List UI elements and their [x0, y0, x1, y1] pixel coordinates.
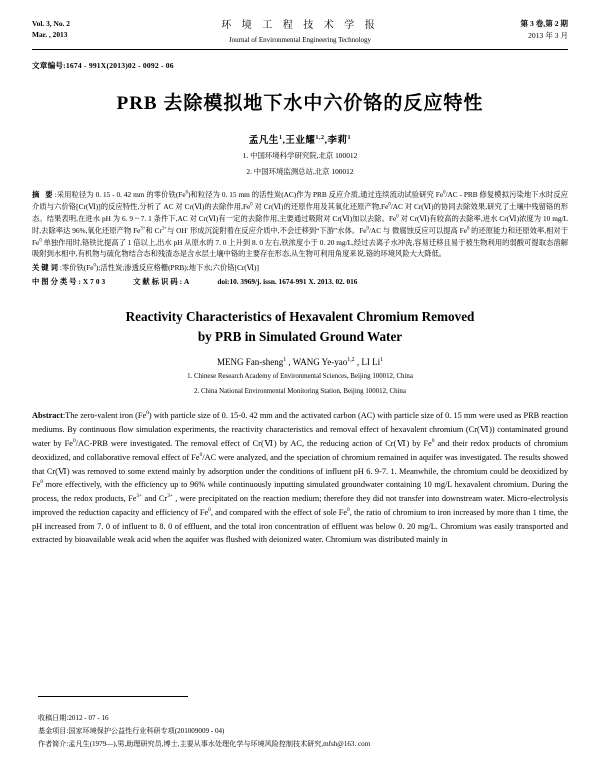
journal-title-cn: 环 境 工 程 技 术 学 报 — [221, 20, 379, 31]
abstract-cn-text: :采用粒径为 0. 15 - 0. 42 mm 的零价铁(Fe$^0$)和粒径为 0. 15 mm 的活性炭(AC)作为 PRB 反应介质,通过连续流动试验研究 Fe$^0$/AC - PRB 修复模拟污染地下水时反应介质与六价铬[Cr(Ⅵ)]的反应特性,分析了 AC 对 Cr(Ⅵ)的去除作用,Fe$^0$ 对 Cr(Ⅵ)的还原作用及其氧化还原产物,Fe$^0$/AC 对 Cr(Ⅵ)的协同去除效果,研究了土壤中残留铬的形态。结果表明,在进水 pH 为 6. 9 ~ 7. 1 条件下,AC 对 Cr(Ⅵ)有一定的去除作用,主要通过吸附对 Cr(Ⅵ)加以去除。Fe$^0$ 对 Cr(Ⅵ)有较高的去除率,进水 Cr(Ⅵ)浓度为 10 mg/L 时,去除率达 96%,氧化还原产物 $Fe^{3+}$和 $Cr^{3+}$与 OH- 形成沉淀附着在反应介质中,不会迁移到“下游”水体。Fe$^0$/AC 与 微腐蚀反应可以提高 Fe$^0$ 的还原能力和还原效率,相对于 Fe$^0$ 单独作用时,铬铁比提高了 1 倍以上,出水 pH 从原水的 7. 0 上升到 8. 0 左右,铁浓度小于 0. 20 mg/L,经过去离子水冲洗,容易迁移且易于被生物利用的弱酸可提取态溶解吸附到水相中,有机物与硫化物结合态和残渣态是含水层土壤中铬的主要存在形态,从生物可利用角度来说,铬的环境风险大大降低。 — [32, 190, 569, 259]
affiliation-cn-1: 1. 中国环境科学研究院,北京 100012 — [242, 151, 358, 161]
journal-title-en: Journal of Environmental Engineering Technology — [228, 35, 372, 44]
page-title-cn: PRB 去除模拟地下水中六价铬的反应特性 — [116, 93, 484, 115]
keywords-cn-label: 关键词 — [32, 263, 60, 273]
abstract-cn — [32, 189, 568, 288]
received-date: 收稿日期:2012 - 07 - 16 — [38, 713, 109, 722]
abstract-en — [32, 409, 568, 547]
page-title-en-line1: Reactivity Characteristics of Hexavalent Chromium Removed — [125, 308, 475, 324]
abstract-en-label: Abstract — [32, 411, 63, 421]
running-head — [32, 18, 568, 45]
publication-date-cn: 2013 年 3 月 — [528, 30, 568, 40]
fund-project: 基金项目:国家环境保护公益性行业科研专项(201009009 - 04) — [38, 726, 225, 735]
page-title-en — [32, 307, 568, 347]
keywords-cn — [32, 262, 568, 274]
running-head-left — [32, 18, 152, 41]
article-number: 文章编号:1674 - 991X(2013)02 - 0092 - 06 — [32, 61, 174, 71]
doi-value: doi:10. 3969/j. issn. 1674-991 X. 2013. 02. 016 — [217, 276, 358, 286]
running-head-right — [448, 18, 568, 42]
abstract-en-text: :The zero-valent iron (Fe$^0$) with particle size of 0. 15-0. 42 mm and the activated carbon (AC) with particle size of 0. 15 mm were used as PRB reaction mediums. By continuous flow simulation experiments, the reactivity characteristics and removal effect of hexavalent chromium (Cr(Ⅵ)) contaminated ground water by Fe$^0$/AC-PRB were investigated. The removal effect of Cr(Ⅵ) by AC, the reducing action of Cr(Ⅵ) by Fe$^0$ and their redox products of chromium deoxidized, and collaborative removal effect of Fe$^0$/AC were analyzed, and the speciation of chromium remained in aquifer was investigated. The results showed that Cr(Ⅵ) was removed to some extend mainly by adsorption under the conditions of influent pH 6. 9-7. 1. Meanwhile, the chromium could be deoxidized by Fe$^0$ more effectively, with the efficiency up to 96% while continuously inputting simulated groundwater containing 10 mg/L hexavalent chromium. During the process, the redox products, $Fe^{3+}$ and $Cr^{3+}$ , were precipitated on the reaction medium; therefore they did not transfer into downstream water. Micro-electrolysis improved the reduction capacity and efficiency of Fe$^0$, and compared with the effect of sole Fe$^0$, the ratio of chromium to iron increased by more than 1 time, the pH increased from 7. 0 of influent to 8. 0 of effluent, and the total iron concentration of effluent was below 0. 20 mg/L. Chromium was easily transported and extracted by bioavailable weak acid when the aquifer was flushed with deionized water. Chromium was distributed mainly in — [32, 410, 569, 545]
author-list-cn: 孟凡生$^1$,王业耀$^{1,2}$,李莉$^1$ — [248, 135, 352, 147]
affiliation-en-2: 2. China National Environmental Monitoring Station, Beijing 100012, China — [194, 388, 406, 396]
affiliation-cn-2: 2. 中国环境监测总站,北京 100012 — [246, 166, 354, 176]
header-divider — [32, 49, 568, 50]
keywords-cn-text: :零价铁(Fe$^0$);活性炭;渗透反应格栅(PRB);地下水;六价铬[Cr(Ⅵ)] — [59, 263, 259, 273]
clc-number: 中图分类号:X703 — [32, 276, 108, 286]
abstract-cn-body — [32, 189, 568, 260]
page-title-en-line2: by PRB in Simulated Ground Water — [197, 328, 403, 344]
volume-issue-cn: 第 3 卷,第 2 期 — [520, 19, 568, 28]
abstract-cn-label: 摘 要 — [32, 190, 55, 200]
publication-date-en: Mar. , 2013 — [32, 30, 68, 40]
footnote-divider — [38, 696, 188, 697]
footnote-block — [38, 712, 568, 751]
running-head-center — [152, 18, 448, 45]
volume-number-en: Vol. 3, No. 2 — [32, 19, 70, 28]
document-code: 文献标识码:A — [133, 276, 192, 286]
classification-line — [32, 276, 568, 288]
affiliation-en-1: 1. Chinese Research Academy of Environmental Sciences, Beijing 100012, China — [187, 373, 413, 381]
author-list-en: MENG Fan-sheng$^1$ , WANG Ye-yao$^{1,2}$ , LI Li$^1$ — [217, 357, 383, 368]
author-biography: 作者简介:孟凡生(1979—),男,助理研究员,博士,主要从事水处理化学与环境风险控制技术研究,mfsh@163. com — [38, 739, 371, 748]
